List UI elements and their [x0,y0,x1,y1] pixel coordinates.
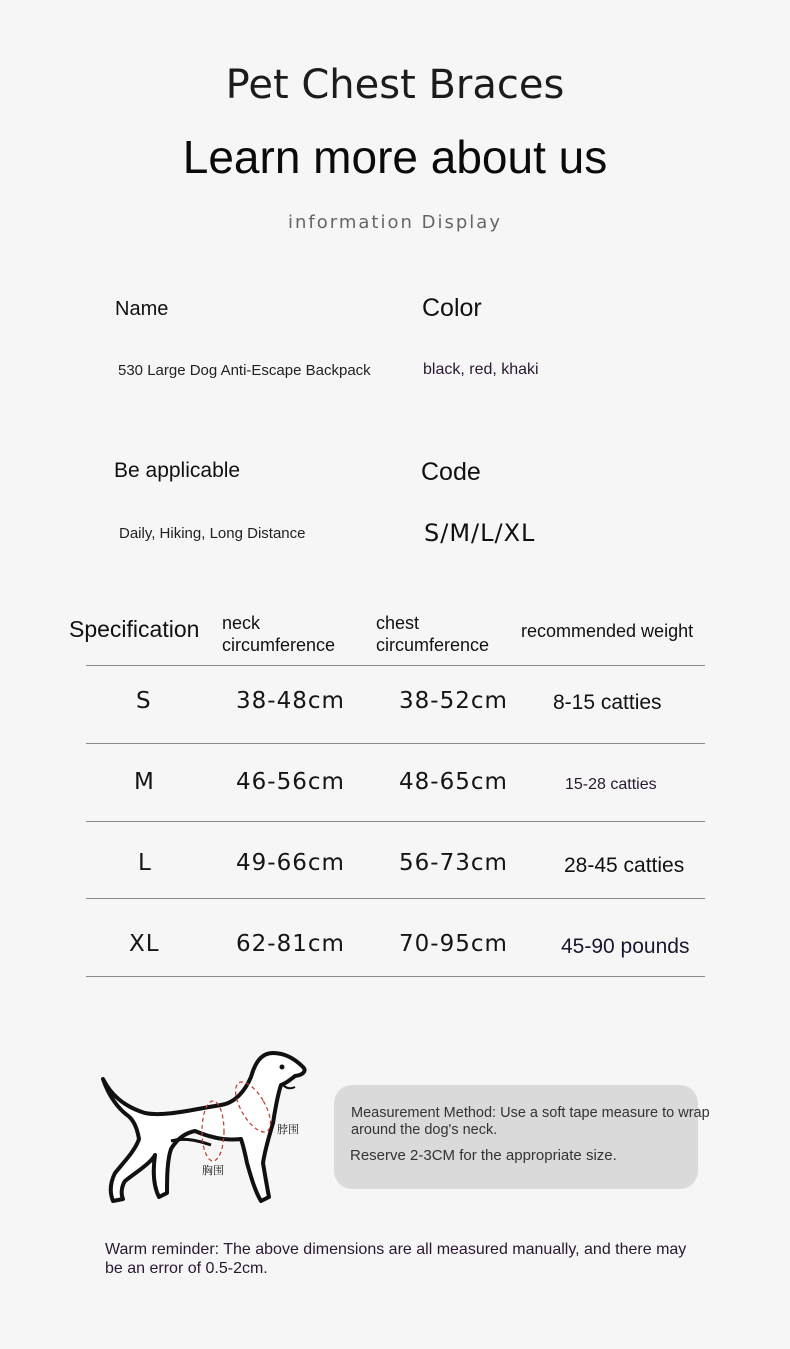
chest-label: 胸围 [202,1164,224,1177]
neck-cell: 46-56cm [236,769,345,795]
size-cell: XL [129,931,160,957]
header-chest: chest circumference [376,613,490,655]
header-neck: neck circumference [222,613,336,655]
code-value: S/M/L/XL [424,519,536,547]
weight-cell: 8-15 catties [553,691,662,714]
neck-cell: 62-81cm [236,931,345,957]
table-divider [86,743,705,744]
measurement-reserve: Reserve 2-3CM for the appropriate size. [350,1147,617,1164]
section-subtitle: information Display [288,212,502,233]
table-divider [86,898,705,899]
chest-cell: 70-95cm [399,931,508,957]
neck-label: 脖围 [277,1123,299,1136]
weight-cell: 28-45 catties [564,854,685,877]
neck-cell: 49-66cm [236,850,345,876]
code-label: Code [421,458,481,486]
section-heading: Learn more about us [182,131,608,183]
size-cell: S [136,688,152,714]
weight-cell: 45-90 pounds [561,935,690,958]
header-weight: recommended weight [521,621,694,641]
name-value: 530 Large Dog Anti-Escape Backpack [118,362,371,379]
chest-cell: 38-52cm [399,688,508,714]
page-title: Pet Chest Braces [225,62,565,108]
table-divider [86,821,705,822]
warm-reminder: Warm reminder: The above dimensions are all measured manually, and there may be an error of 0.5-2cm. [105,1241,687,1277]
weight-cell: 15-28 catties [565,776,657,793]
applicable-value: Daily, Hiking, Long Distance [119,525,306,542]
table-divider [86,976,705,977]
size-cell: L [138,850,152,876]
color-label: Color [422,294,482,322]
color-value: black, red, khaki [423,361,539,378]
size-cell: M [134,769,155,795]
name-label: Name [115,298,169,320]
chest-cell: 56-73cm [399,850,508,876]
chest-cell: 48-65cm [399,769,508,795]
applicable-label: Be applicable [114,459,241,482]
table-divider [86,665,705,666]
measurement-method: Measurement Method: Use a soft tape measure to wrap around the dog's neck. [351,1105,710,1138]
neck-cell: 38-48cm [236,688,345,714]
header-specification: Specification [69,616,200,642]
